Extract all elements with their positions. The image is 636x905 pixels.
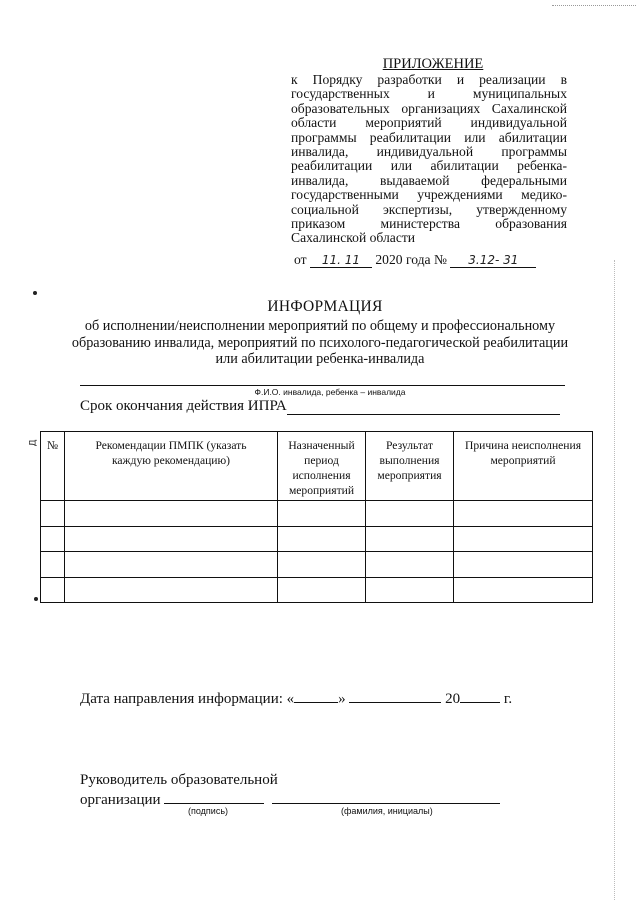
table-row bbox=[41, 577, 593, 603]
signature-caption: (подпись) bbox=[188, 806, 229, 816]
header-period: Назначенный период исполнения мероприятий bbox=[278, 432, 366, 501]
table-cell[interactable] bbox=[366, 526, 454, 552]
appendix-title: ПРИЛОЖЕНИЕ bbox=[382, 56, 484, 72]
day-blank[interactable] bbox=[294, 688, 338, 703]
measures-table bbox=[40, 431, 593, 603]
table-cell[interactable] bbox=[278, 501, 366, 527]
ipra-fill-line bbox=[287, 414, 560, 415]
table-cell[interactable] bbox=[65, 552, 278, 578]
name-blank[interactable] bbox=[272, 789, 500, 804]
table-cell[interactable] bbox=[454, 552, 593, 578]
appendix-body: к Порядку разработки и реализации в государственных и муниципальных образовательных организациях Сахалинской области мероприятий индивидуальной программы реабилитации или абилитации инвалида, индивидуальной программы реабилитации или абилитации ребенка-инвалида, выдаваемой федеральными государственными учреждениями медико-социальной экспертизы, утвержденному приказом министерства образования Сахалинской области bbox=[291, 72, 567, 246]
table-header-row bbox=[41, 432, 593, 501]
table-cell[interactable] bbox=[41, 552, 65, 578]
table-cell[interactable] bbox=[366, 501, 454, 527]
handwritten-date: 11. 11 bbox=[310, 254, 372, 268]
table-cell[interactable] bbox=[41, 577, 65, 603]
appendix-date-line bbox=[294, 252, 574, 268]
ipra-label: Срок окончания действия ИПРА bbox=[80, 398, 287, 414]
signature-block bbox=[80, 771, 500, 809]
signature-blank[interactable] bbox=[164, 789, 264, 804]
signature-label-line1: Руководитель образовательной bbox=[80, 772, 278, 788]
table-cell[interactable] bbox=[278, 526, 366, 552]
table-row bbox=[41, 501, 593, 527]
date-year-text: 2020 года № bbox=[375, 252, 447, 267]
handwritten-doc-number: 3.12- 31 bbox=[450, 254, 536, 268]
scan-mark bbox=[34, 597, 38, 601]
fio-fill-line bbox=[80, 385, 565, 386]
table-cell[interactable] bbox=[65, 526, 278, 552]
open-quote: « bbox=[286, 691, 295, 707]
date-sent-line bbox=[80, 688, 512, 708]
year-blank[interactable] bbox=[460, 688, 500, 703]
year-suffix: г. bbox=[503, 691, 513, 707]
name-caption: (фамилия, инициалы) bbox=[341, 806, 433, 816]
scan-edge-artifact bbox=[552, 0, 636, 6]
table-cell[interactable] bbox=[454, 577, 593, 603]
table-cell[interactable] bbox=[65, 501, 278, 527]
header-reason: Причина неисполнения мероприятий bbox=[454, 432, 593, 501]
signature-label-line2-row bbox=[80, 789, 500, 809]
date-sent-label: Дата направления информации: bbox=[80, 691, 283, 707]
table-cell[interactable] bbox=[65, 577, 278, 603]
close-quote: » bbox=[338, 691, 346, 707]
scan-mark bbox=[33, 291, 37, 295]
info-title: ИНФОРМАЦИЯ bbox=[267, 298, 383, 315]
scan-dotted-edge bbox=[614, 260, 615, 900]
table-cell[interactable] bbox=[278, 577, 366, 603]
table-row bbox=[41, 526, 593, 552]
date-prefix: от bbox=[294, 252, 307, 267]
table-cell[interactable] bbox=[454, 526, 593, 552]
signature-label-line2: организации bbox=[80, 792, 161, 808]
table-cell[interactable] bbox=[366, 552, 454, 578]
table-cell[interactable] bbox=[454, 501, 593, 527]
year-prefix: 20 bbox=[445, 691, 461, 707]
info-subtitle: об исполнении/неисполнении мероприятий по общему и профессиональному образованию инвалида, мероприятий по психолого-педагогической реабилитации или абилитации ребенка-инвалида bbox=[71, 318, 569, 367]
header-num: № bbox=[41, 432, 65, 501]
table-cell[interactable] bbox=[278, 552, 366, 578]
margin-glyph: Д bbox=[28, 439, 39, 447]
table-cell[interactable] bbox=[41, 501, 65, 527]
header-result: Результат выполнения мероприятия bbox=[366, 432, 454, 501]
fio-caption: Ф.И.О. инвалида, ребенка – инвалида bbox=[254, 387, 406, 397]
table-cell[interactable] bbox=[366, 577, 454, 603]
header-recommendations: Рекомендации ПМПК (указать каждую рекомендацию) bbox=[65, 432, 278, 501]
month-blank[interactable] bbox=[349, 688, 441, 703]
table-row bbox=[41, 552, 593, 578]
table-cell[interactable] bbox=[41, 526, 65, 552]
